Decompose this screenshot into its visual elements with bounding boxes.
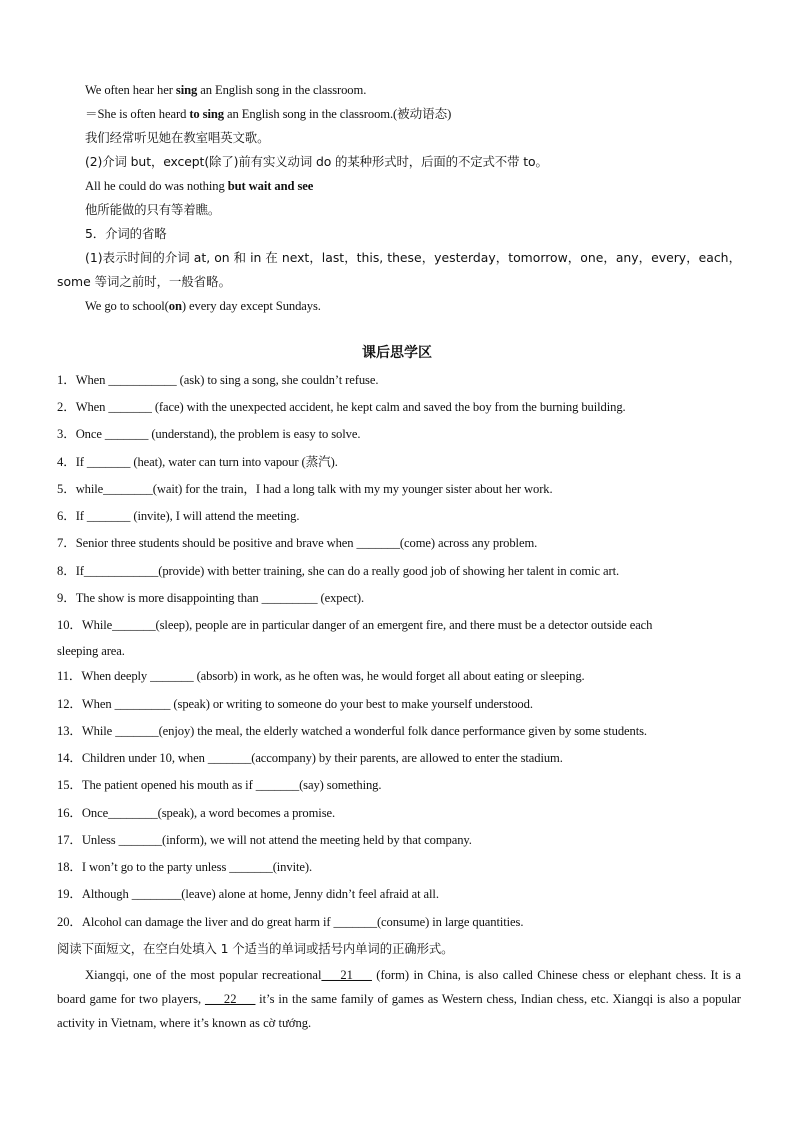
exercise-item: 12．When _________ (speak) or writing to someone do your best to make yourself understood. [57,697,533,711]
example-sentence-active: We often hear her sing an English song in the classroom. [85,83,367,97]
exercise-item: 19．Although ________(leave) alone at home, Jenny didn’t feel afraid at all. [57,887,439,901]
example-sentence-but: All he could do was nothing but wait and see [85,179,314,193]
rule-time-preposition-omission: (1)表示时间的介词 at, on 和 in 在 next，last，this, these，yesterday，tomorrow，one，any，every，each，some 等词之前时，一般省略。 [57,250,741,289]
exercise-item: 15．The patient opened his mouth as if _______(say) something. [57,778,382,792]
exercise-item: 13．While _______(enjoy) the meal, the elderly watched a wonderful folk dance performance given by some students. [57,724,647,738]
example-sentence-passive: ＝She is often heard to sing an English song in the classroom.(被动语态) [85,107,452,121]
exercise-item: 2．When _______ (face) with the unexpected accident, he kept calm and saved the boy from the burning building. [57,400,626,414]
exercise-item: 8．If____________(provide) with better training, she can do a really good job of showing her talent in comic art. [57,564,620,578]
section-title: 课后思学区 [362,345,432,361]
exercise-item: 20．Alcohol can damage the liver and do great harm if _______(consume) in large quantities. [57,915,524,929]
exercise-item: 11．When deeply _______ (absorb) in work, as he often was, he would forget all about eating or sleeping. [57,669,585,683]
example-translation: 他所能做的只有等着瞧。 [85,202,221,217]
exercise-item: 4．If _______ (heat), water can turn into vapour (蒸汽). [57,455,338,469]
exercise-item: 3．Once _______ (understand), the problem is easy to solve. [57,427,361,441]
exercise-item: 14．Children under 10, when _______(accompany) by their parents, are allowed to enter the stadium. [57,751,563,765]
exercise-item: 5．while________(wait) for the train，I had a long talk with my my younger sister about her work. [57,482,553,496]
rule-preposition-but-except: (2)介词 but，except(除了)前有实义动词 do 的某种形式时，后面的不定式不带 to。 [85,154,548,169]
example-sentence-school: We go to school(on) every day except Sundays. [85,299,321,313]
exercise-item: 7．Senior three students should be positive and brave when _______(come) across any problem. [57,536,538,550]
exercise-item: 17．Unless _______(inform), we will not attend the meeting held by that company. [57,833,472,847]
exercise-item: 1．When ___________ (ask) to sing a song, she couldn’t refuse. [57,373,379,387]
exercise-item: 10．While_______(sleep), people are in particular danger of an emergent fire, and there must be a detector outside each [57,618,653,632]
exercise-item: 9．The show is more disappointing than _________ (expect). [57,591,364,605]
section-heading-preposition-omission: 5．介词的省略 [85,226,167,241]
reading-passage: Xiangqi, one of the most popular recreational___21___ (form) in China, is also called Chinese chess or elephant chess. It is a board game for two players, ___22___ it’s in the same family of games as Western chess, Indian chess, etc. Xiangqi is also a popular activity in Vietnam, where it’s known as cờ tướng. [57,968,741,1030]
exercise-item: 18．I won’t go to the party unless _______(invite). [57,860,313,874]
reading-instruction: 阅读下面短文，在空白处填入 1 个适当的单词或括号内单词的正确形式。 [57,941,454,956]
exercise-item: 6．If _______ (invite), I will attend the meeting. [57,509,300,523]
exercise-item: 16．Once________(speak), a word becomes a promise. [57,806,336,820]
example-translation: 我们经常听见她在教室唱英文歌。 [85,130,270,145]
exercise-item-continuation: sleeping area. [57,644,125,658]
blank-22[interactable]: ___22___ [205,992,256,1006]
blank-21[interactable]: ___21___ [321,968,372,982]
